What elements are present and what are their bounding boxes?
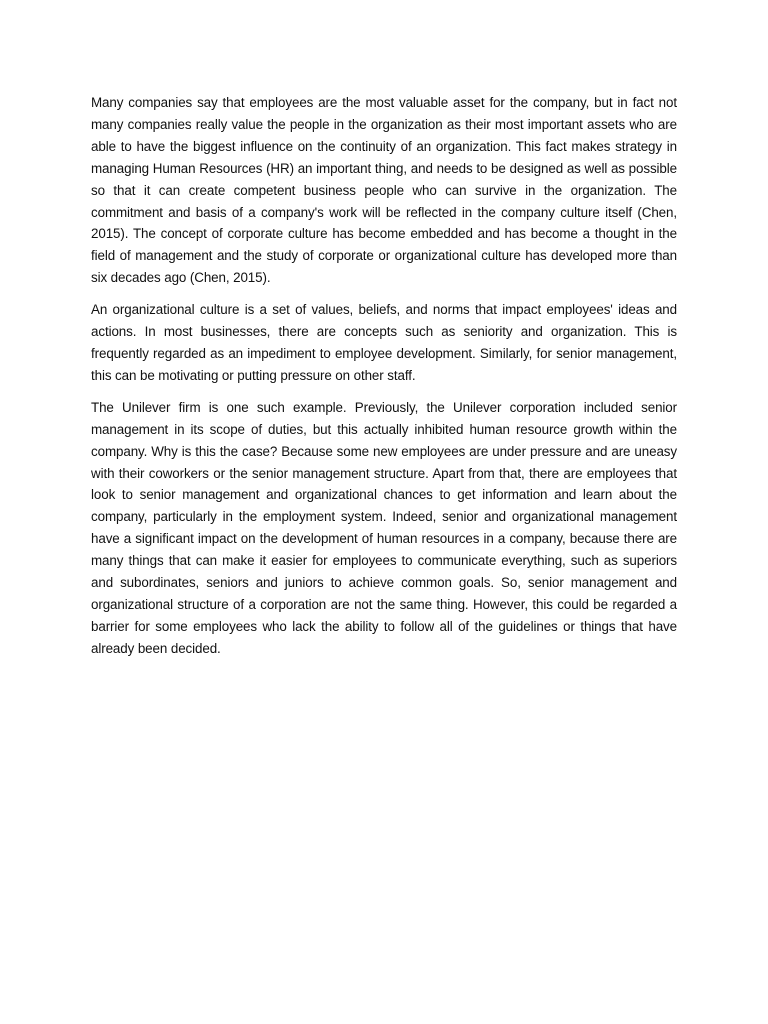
paragraph-2: An organizational culture is a set of values, beliefs, and norms that impact employees' ideas and actions. In most businesses, there are concepts such as seniority and organization. This is frequently regarded as an impediment to employee development. Similarly, for senior management, this can be motivating or putting pressure on other staff.	[91, 302, 677, 383]
paragraph-1: Many companies say that employees are the most valuable asset for the company, but in fact not many companies really value the people in the organization as their most important assets who are able to have the biggest influence on the continuity of an organization. This fact makes strategy in managing Human Resources (HR) an important thing, and needs to be designed as well as possible so that it can create competent business people who can survive in the organization. The commitment and basis of a company's work will be reflected in the company culture itself (Chen, 2015). The concept of corporate culture has become embedded and has become a thought in the field of management and the study of corporate or organizational culture has developed more than six decades ago (Chen, 2015).	[91, 95, 677, 286]
paragraph-3: The Unilever firm is one such example. Previously, the Unilever corporation included senior management in its scope of duties, but this actually inhibited human resource growth within the company. Why is this the case? Because some new employees are under pressure and are uneasy with their coworkers or the senior management structure. Apart from that, there are employees that look to senior management and organizational chances to get information and learn about the company, particularly in the employment system. Indeed, senior and organizational management have a significant impact on the development of human resources in a company, because there are many things that can make it easier for employees to communicate everything, such as superiors and subordinates, seniors and juniors to achieve common goals. So, senior management and organizational structure of a corporation are not the same thing. However, this could be regarded a barrier for some employees who lack the ability to follow all of the guidelines or things that have already been decided.	[91, 399, 677, 656]
document-body	[91, 92, 677, 670]
